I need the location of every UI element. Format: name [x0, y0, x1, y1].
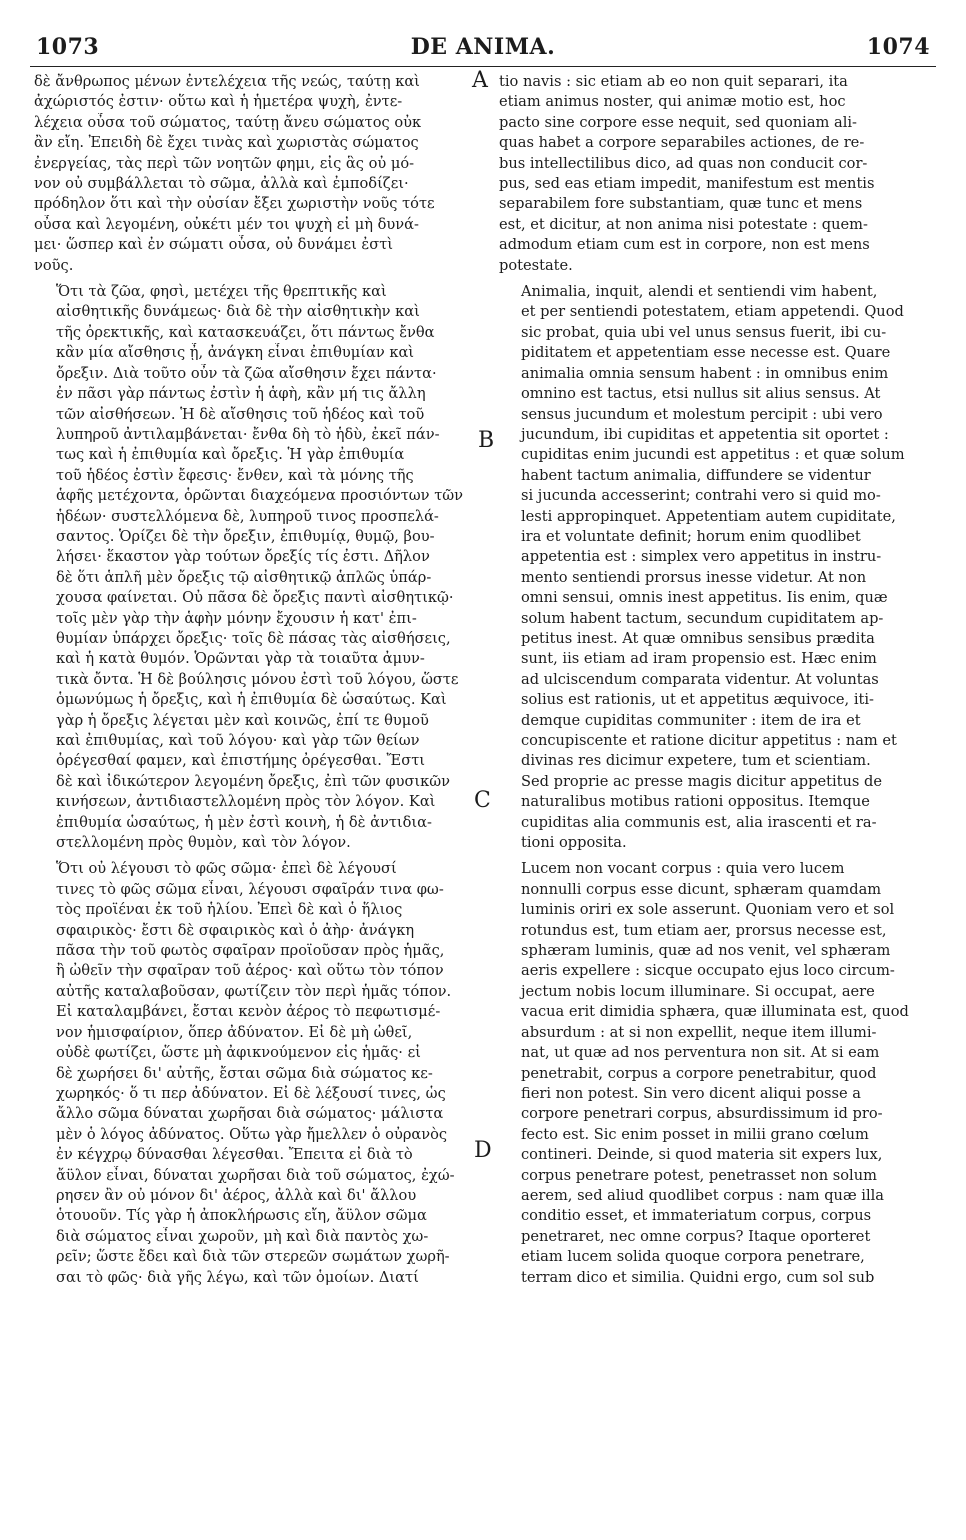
greek-text-line: καὶ ἡ κατὰ θυμόν. Ὁρῶνται γὰρ τὰ τοιαῦτα ἀμυν-	[56, 650, 425, 668]
greek-text-line: ὄρεξιν. Διὰ τοῦτο οὖν τὰ ζῶα αἴσθησιν ἔχει πάντα·	[56, 364, 437, 382]
greek-text-line: ὀρέγεσθαί φαμεν, καὶ ἐπιστήμης ὀρέγεσθαι. Ἔστι	[56, 752, 426, 770]
greek-text-column	[34, 72, 480, 1288]
greek-text-line: χουσα φαίνεται. Οὐ πᾶσα δὲ ὄρεξις παντὶ αἰσθητικῷ·	[56, 589, 454, 607]
greek-text-line: γὰρ ἡ ὄρεξις λέγεται μὲν καὶ κοινῶς, ἐπί τε θυμοῦ	[56, 711, 429, 729]
greek-text-line: αὐτῆς καταλαβοῦσαν, φωτίζειν τὸν περὶ ἡμᾶς τόπον.	[56, 982, 452, 1000]
greek-text-line: ἐν κέγχρῳ δύνασθαι λέγεσθαι. Ἔπειτα εἰ διὰ τὸ	[56, 1146, 413, 1164]
latin-text-line: naturalibus motibus rationi oppositus. Itemque	[521, 793, 870, 811]
right-page-number: 1074	[866, 34, 930, 60]
latin-text-line: penetrabit, corpus a corpore penetrabitur, quod	[521, 1064, 877, 1082]
greek-text-line: ἐνεργείας, τὰς περὶ τῶν νοητῶν φημι, εἰς ἃς οὐ μό-	[34, 154, 415, 172]
greek-text-line: λήσει· ἕκαστον γὰρ τούτων ὄρεξίς τίς ἐστι. Δῆλον	[56, 548, 430, 566]
greek-text-line: χωρηκός· ὅ τι περ ἀδύνατον. Εἰ δὲ λέξουσί τινες, ὡς	[56, 1084, 446, 1102]
latin-text-line: penetraret, nec omne corpus? Itaque oporteret	[521, 1227, 871, 1245]
latin-text-line: mento sentiendi prorsus inesse videtur. At non	[521, 568, 867, 586]
latin-text-line: etiam animus noster, qui animæ motio est, hoc	[499, 93, 846, 111]
latin-text-line: habent tactum animalia, diffundere se videntur	[521, 466, 871, 484]
greek-text-line: καὶ ἐπιθυμίας, καὶ τοῦ λόγου· καὶ γὰρ τῶν θείων	[56, 732, 420, 749]
greek-text-line: σφαιρικὸς· ἔστι δὲ σφαιρικὸς καὶ ὁ ἀὴρ· ἀνάγκη	[56, 921, 415, 939]
latin-text-line: solum habent tactum, secundum cupiditatem ap-	[521, 609, 884, 627]
greek-text-line: πρόδηλον ὅτι καὶ τὴν οὐσίαν ἔξει χωριστὴν νοῦς τότε	[34, 195, 435, 213]
latin-text-line: ad ulciscendum comparata videntur. At voluntas	[521, 670, 879, 688]
latin-text-line: rotundus est, tum etiam aer, prorsus necesse est,	[521, 921, 887, 939]
greek-text-line: σαι τὸ φῶς· διὰ γῆς λέγω, καὶ τῶν ὁμοίων. Διατί	[56, 1268, 419, 1286]
greek-text-line: κινήσεων, ἀντιδιαστελλομένη πρὸς τὸν λόγον. Καὶ	[56, 793, 436, 811]
greek-text-line: λέχεια οὖσα τοῦ σώματος, ταύτῃ ἄνευ σώματος οὐκ	[34, 113, 422, 131]
latin-text-line: divinas res dicimur expetere, tum et scientiam.	[521, 752, 871, 770]
latin-text-line: nonnulli corpus esse dicunt, sphæram quamdam	[521, 880, 882, 898]
latin-text-line: lesti appropinquet. Appetentiam autem cupiditate,	[521, 507, 896, 525]
margin-marker-c: C	[474, 788, 491, 813]
latin-text-line: demque cupiditas communiter : item de ira et	[521, 711, 861, 729]
greek-text-line: ἀχώριστός ἐστιν· οὕτω καὶ ἡ ἡμετέρα ψυχὴ, ἐντε-	[34, 93, 403, 111]
greek-text-line: διὰ σώματος εἶναι χωροῦν, μὴ καὶ διὰ παντὸς χω-	[56, 1227, 429, 1245]
running-header	[30, 30, 936, 67]
greek-text-line: σαντος. Ὁρίζει δὲ τὴν ὄρεξιν, ἐπιθυμίᾳ, θυμῷ, βου-	[56, 527, 435, 545]
greek-text-line: ρησεν ἂν οὐ μόνον δι' ἀέρος, ἀλλὰ καὶ δι' ἄλλου	[56, 1186, 417, 1204]
greek-text-line: θυμίαν ὑπάρχει ὄρεξις· τοῖς δὲ πάσας τὰς αἰσθήσεις,	[56, 629, 451, 647]
latin-text-line: sunt, iis etiam ad iram propensio est. Hæc enim	[521, 650, 877, 668]
greek-text-line: ἐν πᾶσι γὰρ πάντως ἐστὶν ἡ ἁφὴ, κἂν μή τις ἄλλη	[56, 385, 426, 403]
greek-text-line: στελλομένη πρὸς θυμὸν, καὶ τὸν λόγον.	[56, 834, 351, 852]
latin-text-line: pacto sine corpore esse nequit, sed quoniam ali-	[499, 113, 857, 131]
latin-text-line: animalia omnia sensum habent : in omnibus enim	[521, 364, 889, 382]
greek-text-line: Ὅτι τὰ ζῶα, φησὶ, μετέχει τῆς θρεπτικῆς καὶ	[56, 283, 387, 301]
greek-text-line: δὲ ὅτι ἁπλῆ μὲν ὄρεξις τῷ αἰσθητικῷ ἁπλῶς ὑπάρ-	[56, 568, 432, 586]
greek-paragraph	[34, 72, 480, 276]
greek-text-line: μει· ὥσπερ καὶ ἐν σώματι οὖσα, οὐ δυνάμει ἐστὶ	[34, 236, 394, 254]
greek-text-line: ἄλλο σῶμα δύναται χωρῆσαι διὰ σώματος· μάλιστα	[56, 1105, 444, 1123]
left-page-number: 1073	[36, 34, 100, 60]
greek-text-line: αἰσθητικῆς δυνάμεως· διὰ δὲ τὴν αἰσθητικὴν καὶ	[56, 303, 420, 321]
latin-text-line: separabilem fore substantiam, quæ tunc et mens	[499, 195, 863, 213]
margin-marker-a: A	[472, 68, 488, 93]
latin-text-line: solius est rationis, ut et appetitus æquivoce, iti-	[521, 691, 874, 709]
latin-text-line: admodum etiam cum est in corpore, non est mens	[499, 236, 870, 254]
latin-text-line: Sed proprie ac presse magis dicitur appetitus de	[521, 772, 883, 790]
greek-text-line: νον οὐ συμβάλλεται τὸ σῶμα, ἀλλὰ καὶ ἐμποδίζει·	[34, 175, 409, 193]
latin-text-line: Animalia, inquit, alendi et sentiendi vim habent,	[521, 283, 878, 301]
latin-text-line: concupiscente et ratione dicitur appetitus : nam et	[521, 732, 897, 749]
greek-text-line: τικὰ ὄντα. Ἡ δὲ βούλησις μόνου ἐστὶ τοῦ λόγου, ὥστε	[56, 670, 459, 688]
latin-text-line: piditatem et appetentiam esse necesse est. Quare	[521, 344, 891, 362]
latin-text-line: cupiditas enim jucundi est appetitus : et quæ solum	[521, 446, 905, 464]
greek-text-line: τῆς ὀρεκτικῆς, καὶ κατασκευάζει, ὅτι πάντως ἔνθα	[56, 323, 435, 341]
latin-text-line: luminis oriri ex sole asserunt. Quoniam vero et sol	[521, 901, 895, 919]
greek-text-line: Εἰ καταλαμβάνει, ἔσται κενὸν ἀέρος τὸ πεφωτισμέ-	[56, 1003, 441, 1021]
latin-text-line: bus intellectilibus dico, ad quas non conducit cor-	[499, 154, 868, 172]
latin-text-line: tioni opposita.	[521, 834, 627, 852]
greek-paragraph	[34, 282, 480, 853]
margin-marker-b: B	[478, 428, 495, 453]
greek-text-line: ἂν εἴη. Ἐπειδὴ δὲ ἔχει τινὰς καὶ χωριστὰς σώματος	[34, 134, 419, 152]
greek-text-line: δὲ καὶ ἰδικώτερον λεγομένη ὄρεξις, ἐπὶ τῶν φυσικῶν	[56, 772, 451, 790]
latin-text-line: absurdum : at si non expellit, neque item illumi-	[521, 1023, 877, 1041]
greek-text-line: ὁτουοῦν. Τίς γὰρ ἡ ἀποκλήρωσις εἴη, ἄϋλον σῶμα	[56, 1207, 427, 1225]
latin-text-line: sphæram luminis, quæ ad nos venit, vel sphæram	[521, 942, 891, 960]
latin-text-line: fecto est. Sic enim posset in milii grano cœlum	[521, 1125, 869, 1143]
greek-text-line: οὐδὲ φωτίζει, ὥστε μὴ ἀφικνούμενον εἰς ἡμᾶς· εἰ	[56, 1044, 421, 1062]
greek-text-line: δὲ χωρήσει δι' αὐτῆς, ἔσται σῶμα διὰ σώματος κε-	[56, 1064, 433, 1082]
latin-paragraph	[499, 282, 933, 853]
greek-text-line: πᾶσα τὴν τοῦ φωτὸς σφαῖραν προϊοῦσαν πρὸς ἡμᾶς,	[56, 942, 445, 960]
latin-text-line: si jucunda accesserint; contrahi vero si quid mo-	[521, 487, 881, 505]
latin-text-line: tio navis : sic etiam ab eo non quit separari, ita	[499, 73, 848, 90]
latin-text-line: jucundum, ibi cupiditas et appetentia sit oportet :	[521, 425, 889, 443]
latin-paragraph	[499, 72, 933, 276]
greek-text-line: τοῦ ἡδέος ἐστὶν ἔφεσις· ἔνθεν, καὶ τὰ μόνης τῆς	[56, 466, 414, 484]
latin-text-line: appetentia est : simplex vero appetitus in instru-	[521, 548, 882, 566]
latin-text-column	[499, 72, 933, 1288]
greek-text-line: ἄϋλον εἶναι, δύναται χωρῆσαι διὰ τοῦ σώματος, ἐχώ-	[56, 1166, 455, 1184]
latin-text-line: vacua erit dimidia sphæra, quæ illuminata est, quod	[521, 1003, 909, 1021]
greek-text-line: τως καὶ ἡ ἐπιθυμία καὶ ὄρεξις. Ἡ γὰρ ἐπιθυμία	[56, 446, 405, 464]
greek-text-line: ἢ ὠθεῖν τὴν σφαῖραν τοῦ ἀέρος· καὶ οὕτω τὸν τόπον	[56, 962, 444, 980]
latin-text-line: terram dico et similia. Quidni ergo, cum sol sub	[521, 1268, 875, 1286]
latin-text-line: ira et voluntate definit; horum enim quodlibet	[521, 527, 861, 545]
running-title: DE ANIMA.	[410, 34, 556, 60]
greek-text-line: κἂν μία αἴσθησις ᾖ, ἀνάγκη εἶναι ἐπιθυμίαν καὶ	[56, 344, 415, 362]
latin-text-line: aeris expellere : sicque occupato ejus loco circum-	[521, 962, 895, 980]
latin-text-line: corpore penetrari corpus, absurdissimum id pro-	[521, 1105, 883, 1123]
greek-text-line: νοῦς.	[34, 256, 74, 274]
latin-text-line: potestate.	[499, 256, 573, 274]
latin-text-line: sic probat, quia ubi vel unus sensus fuerit, ibi cu-	[521, 323, 887, 341]
greek-paragraph	[34, 859, 480, 1288]
greek-text-line: νον ἡμισφαίριον, ὅπερ ἀδύνατον. Εἰ δὲ μὴ ὠθεῖ,	[56, 1023, 413, 1041]
latin-text-line: petitus inest. At quæ omnibus sensibus prædita	[521, 629, 875, 647]
latin-text-line: Lucem non vocant corpus : quia vero lucem	[521, 860, 845, 878]
greek-text-line: ὁμωνύμως ἡ ὄρεξις, καὶ ἡ ἐπιθυμία δὲ ὡσαύτως. Καὶ	[56, 691, 447, 709]
greek-text-line: ρεῖν; ὥστε ἔδει καὶ διὰ τῶν στερεῶν σωμάτων χωρῆ-	[56, 1248, 450, 1266]
greek-text-line: οὖσα καὶ λεγομένη, οὐκέτι μέν τοι ψυχὴ εἰ μὴ δυνά-	[34, 215, 419, 233]
latin-text-line: et per sentiendi potestatem, etiam appetendi. Quod	[521, 303, 904, 321]
margin-marker-d: D	[474, 1138, 492, 1163]
latin-text-line: fieri non potest. Sin vero dicent aliqui posse a	[521, 1084, 862, 1102]
latin-paragraph	[499, 859, 933, 1288]
latin-text-line: etiam lucem solida quoque corpora penetrare,	[521, 1248, 865, 1266]
greek-text-line: τοῖς μὲν γὰρ τὴν ἁφὴν μόνην ἔχουσιν ἡ κατ' ἐπι-	[56, 609, 417, 627]
greek-text-line: λυπηροῦ ἀντιλαμβάνεται· ἔνθα δὴ τὸ ἡδὺ, ἐκεῖ πάν-	[56, 425, 440, 443]
latin-text-line: aerem, sed aliud quodlibet corpus : nam quæ illa	[521, 1186, 885, 1204]
latin-text-line: jectum nobis locum illuminare. Si occupat, aere	[521, 982, 875, 1000]
latin-text-line: pus, sed eas etiam impedit, manifestum est mentis	[499, 175, 875, 193]
latin-text-line: omni sensui, omnis inest appetitus. Iis enim, quæ	[521, 589, 888, 607]
greek-text-line: τῶν αἰσθήσεων. Ἡ δὲ αἴσθησις τοῦ ἡδέος καὶ τοῦ	[56, 405, 425, 423]
greek-text-line: ἁφῆς μετέχοντα, ὁρῶνται διαχεόμενα προσιόντων τῶν	[56, 487, 464, 505]
latin-text-line: contineri. Deinde, si quod materia sit expers lux,	[521, 1146, 883, 1164]
greek-text-line: μὲν ὁ λόγος ἀδύνατος. Οὕτω γὰρ ἤμελλεν ὁ οὐρανὸς	[56, 1125, 448, 1143]
greek-text-line: δὲ ἄνθρωπος μένων ἐντελέχεια τῆς νεώς, ταύτῃ καὶ	[34, 73, 420, 90]
latin-text-line: conditio esset, et immateriatum corpus, corpus	[521, 1207, 872, 1225]
latin-text-line: sensus jucundum et molestum percipit : ubi vero	[521, 405, 883, 423]
greek-text-line: ἐπιθυμία ὡσαύτως, ἡ μὲν ἐστὶ κοινὴ, ἡ δὲ ἀντιδια-	[56, 813, 432, 831]
latin-text-line: corpus penetrare potest, penetrasset non solum	[521, 1166, 877, 1184]
greek-text-line: τινες τὸ φῶς σῶμα εἶναι, λέγουσι σφαῖράν τινα φω-	[56, 880, 444, 898]
latin-text-line: nat, ut quæ ad nos perventura non sit. At si eam	[521, 1044, 880, 1062]
latin-text-line: quas habet a corpore separabiles actiones, de re-	[499, 134, 865, 152]
latin-text-line: omnino est tactus, etsi nullus sit alius sensus. At	[521, 385, 881, 403]
greek-text-line: Ὅτι οὐ λέγουσι τὸ φῶς σῶμα· ἐπεὶ δὲ λέγουσί	[56, 860, 397, 878]
greek-text-line: ἡδέων· συστελλόμενα δὲ, λυπηροῦ τινος προσπελά-	[56, 507, 439, 525]
latin-text-line: est, et dicitur, at non anima nisi potestate : quem-	[499, 215, 868, 233]
latin-text-line: cupiditas alia communis est, alia irascenti et ra-	[521, 813, 877, 831]
greek-text-line: τὸς προϊέναι ἐκ τοῦ ἡλίου. Ἐπεὶ δὲ καὶ ὁ ἥλιος	[56, 901, 403, 919]
